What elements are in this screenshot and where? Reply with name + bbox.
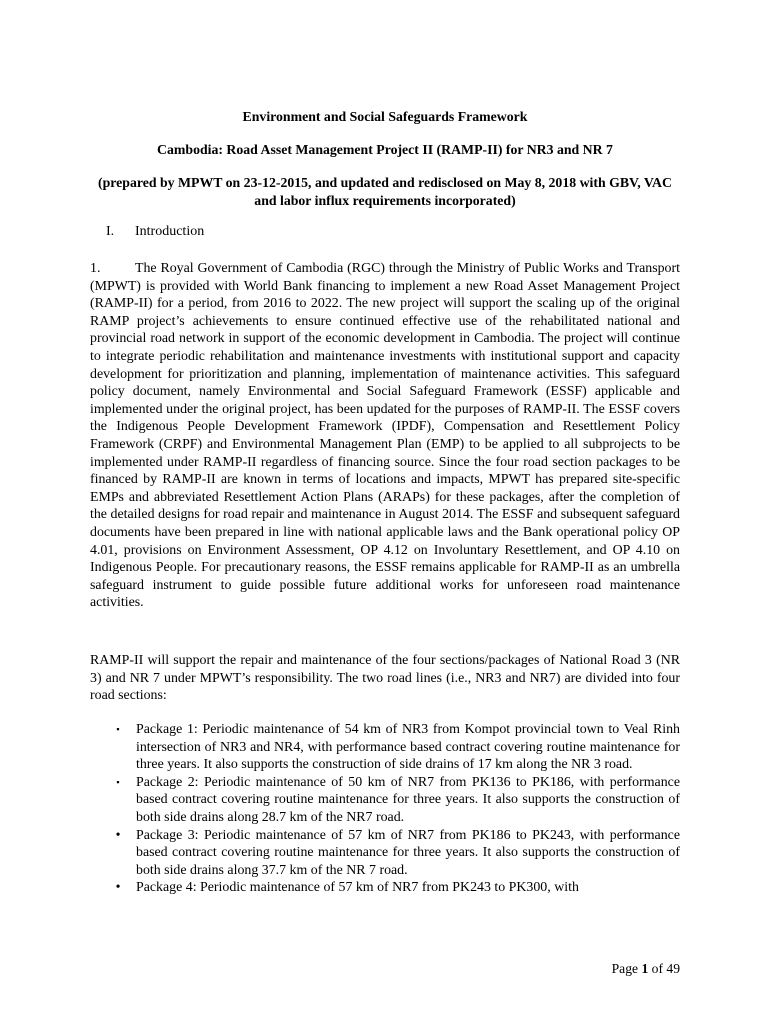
paragraph-1-text: The Royal Government of Cambodia (RGC) through the Ministry of Public Works and Transport (MPWT) is provided with World Bank financing to implement a new Road Asset Management Project (RAMP-II) for a period, from 2016 to 2022. The new project will support the scaling up of the original RAMP project’s achievements to ensure continued effective use of the rehabilitated national and provincial road network in support of the economic development in Cambodia. The project will continue to integrate periodic rehabilitation and maintenance investments with institutional support and capacity development for prioritization and planning, implementation of maintenance activities. This safeguard policy document, namely Environmental and Social Safeguard Framework (ESSF) applicable and implemented under the original project, has been updated for the purposes of RAMP-II. The ESSF covers the Indigenous People Development Framework (IPDF), Compensation and Resettlement Policy Framework (CRPF) and Environmental Management Plan (EMP) to be applied to all subprojects to be implemented under RAMP-II regardless of financing source. Since the four road section packages to be financed by RAMP-II are known in terms of locations and impacts, MPWT has prepared site-specific EMPs and abbreviated Resettlement Action Plans (ARAPs) for these packages, after the completion of the detailed designs for road repair and maintenance in August 2014. The ESSF and subsequent safeguard documents have been prepared in line with national applicable laws and the Bank operational policy OP 4.01, provisions on Environment Assessment, OP 4.12 on Involuntary Resettlement, and OP 4.10 on Indigenous People. For precautionary reasons, the ESSF remains applicable for RAMP-II as an umbrella safeguard instrument to guide possible future additional works for unforeseen road maintenance activities.: [90, 261, 680, 611]
package-text: Package 2: Periodic maintenance of 50 km of NR7 from PK136 to PK186, with performance based contract covering routine maintenance for three years. It also supports the construction of both side drains along 28.7 km of the NR7 road.: [136, 774, 680, 825]
paragraph-1: [90, 260, 680, 612]
round-bullet-icon: •: [115, 880, 121, 896]
list-item: [90, 721, 680, 774]
list-item: [90, 879, 680, 897]
section-title: Introduction: [135, 224, 205, 239]
document-subtitle: Cambodia: Road Asset Management Project II (RAMP-II) for NR3 and NR 7: [157, 142, 613, 157]
paragraph-2: RAMP-II will support the repair and maintenance of the four sections/packages of National Road 3 (NR 3) and NR 7 under MPWT’s responsibility. The two road lines (i.e., NR3 and NR7) are divided into four road sections:: [90, 653, 680, 704]
page-footer: [90, 961, 680, 977]
section-heading: [90, 223, 204, 241]
list-item: [90, 827, 680, 880]
page-total: 49: [666, 961, 680, 976]
square-bullet-icon: ▪: [116, 776, 120, 787]
paragraph-number: 1.: [90, 261, 101, 276]
package-text: Package 4: Periodic maintenance of 57 km of NR7 from PK243 to PK300, with: [136, 880, 579, 896]
list-item: [90, 774, 680, 827]
section-number: I.: [106, 224, 115, 239]
package-text: Package 1: Periodic maintenance of 54 km of NR3 from Kompot provincial town to Veal Rinh intersection of NR3 and NR4, with performance based contract covering routine maintenance for three years. It also supports the construction of side drains of 17 km along the NR 3 road.: [136, 722, 680, 773]
document-note: (prepared by MPWT on 23-12-2015, and updated and redisclosed on May 8, 2018 with GBV, VAC and labor influx requirements incorporated): [98, 175, 672, 208]
document-title: Environment and Social Safeguards Framework: [242, 109, 528, 124]
page-current: 1: [641, 961, 649, 976]
package-list: [90, 721, 680, 897]
page-label: Page: [611, 961, 639, 976]
package-text: Package 3: Periodic maintenance of 57 km of NR7 from PK186 to PK243, with performance based contract covering routine maintenance for three years. It also supports the construction of both side drains along 37.7 km of the NR 7 road.: [136, 827, 680, 878]
round-bullet-icon: •: [115, 827, 121, 843]
page-of: of: [651, 961, 663, 976]
square-bullet-icon: ▪: [116, 724, 120, 734]
